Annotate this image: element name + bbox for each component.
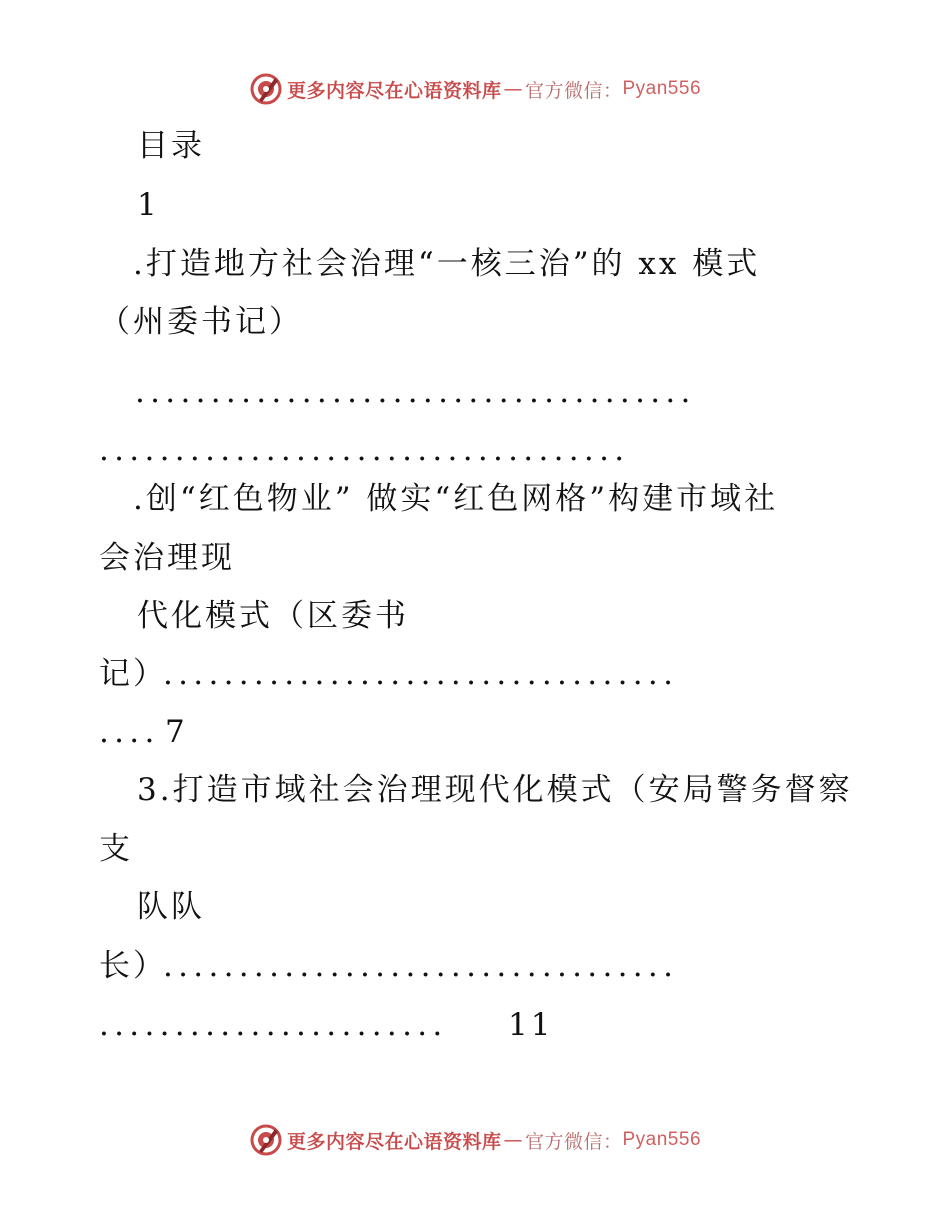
watermark-side-text: 官方微信： bbox=[524, 1130, 623, 1153]
toc-item-3-leader-b: ....................... bbox=[99, 1007, 448, 1043]
pen-logo-icon bbox=[249, 1123, 283, 1157]
toc-item-1-leader-a: ..................................... bbox=[135, 374, 696, 410]
toc-heading: 目录 bbox=[137, 128, 205, 164]
watermark-dash: — bbox=[503, 1129, 523, 1151]
watermark-footer bbox=[0, 1120, 950, 1160]
toc-item-3-leader-a: .................................. bbox=[163, 948, 679, 984]
toc-item-2-author-end: 记） bbox=[99, 656, 167, 692]
toc-item-3-author-end: 长） bbox=[99, 948, 167, 984]
watermark-main-text: 更多内容尽在心语资料库 bbox=[286, 79, 502, 102]
watermark-main-text: 更多内容尽在心语资料库 bbox=[286, 1130, 502, 1153]
toc-item-2-leader-a: .................................. bbox=[163, 656, 679, 692]
watermark-dash: — bbox=[503, 78, 523, 100]
pen-logo-icon bbox=[249, 72, 283, 106]
toc-item-2-leader-b: .... bbox=[99, 714, 160, 750]
toc-item-2-title-cont: 会治理现 bbox=[99, 540, 235, 576]
watermark-id: Pyan556 bbox=[622, 78, 702, 99]
toc-item-1-author: （州委书记） bbox=[99, 304, 303, 340]
toc-item-2-title: .创“红色物业” 做实“红色网格”构建市域社 bbox=[133, 481, 779, 517]
toc-item-3-page: 11 bbox=[508, 1007, 554, 1043]
toc-item-2-page: 7 bbox=[165, 714, 188, 750]
toc-item-3-title-cont2: 队队 bbox=[137, 889, 205, 925]
toc-number: 1 bbox=[137, 187, 160, 223]
watermark-id: Pyan556 bbox=[622, 1129, 702, 1150]
toc-item-1-title: .打造地方社会治理“一核三治”的 xx 模式 bbox=[133, 246, 761, 282]
toc-item-1-leader-b: ................................... bbox=[99, 432, 630, 468]
watermark-side-text: 官方微信： bbox=[524, 79, 623, 102]
toc-item-3-title-cont: 支 bbox=[99, 831, 133, 867]
toc-item-2-title-cont2: 代化模式（区委书 bbox=[137, 598, 409, 634]
toc-item-3-title: 3.打造市域社会治理现代化模式（安局警务督察 bbox=[137, 772, 853, 808]
watermark-header bbox=[0, 69, 950, 109]
